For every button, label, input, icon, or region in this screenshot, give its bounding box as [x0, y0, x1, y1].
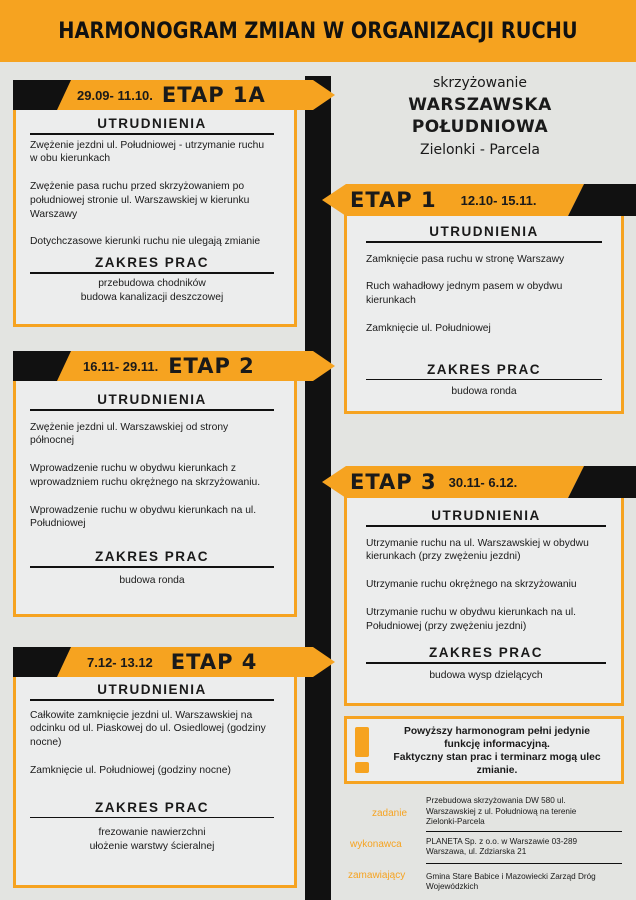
- orderer-label: zamawiający: [348, 870, 406, 881]
- stage-1-difficulty-1: Zamknięcie pasa ruchu w stronę Warszawy: [366, 253, 565, 265]
- location-heading: [380, 72, 580, 162]
- stage-1a-difficulty-2: Zwężenie pasa ruchu przed skrzyżowaniem po południowej stronie ul. Warszawskiej w kierunku Warszawy: [30, 181, 250, 220]
- stage-1a-label: ETAP 1A: [161, 83, 266, 107]
- stage-2-label: ETAP 2: [168, 354, 255, 378]
- divider: [30, 272, 274, 274]
- stage-1a-difficulty-3: Dotychczasowe kierunki ruchu nie ulegają zmianie: [30, 236, 261, 248]
- stage-1a-date: 29.09- 11.10.: [77, 87, 153, 103]
- stage-4-content: [30, 682, 274, 854]
- divider: [30, 409, 274, 411]
- stage-1-difficulty-2: Ruch wahadłowy jednym pasem w obydwu kierunkach: [366, 281, 563, 307]
- stage-3-difficulty-1: Utrzymanie ruchu na ul. Warszawskiej w obydwu kierunkach (przy zwężeniu jezdni): [366, 537, 589, 563]
- divider: [426, 831, 622, 832]
- stage-1a-difficulty-1: Zwężenie jezdni ul. Południowej - utrzymanie ruchu w obu kierunkach: [30, 139, 265, 165]
- stage-1-label: ETAP 1: [350, 188, 437, 212]
- stage-4-difficulties-title: UTRUDNIENIA: [97, 682, 207, 697]
- stage-1a-scope-2: budowa kanalizacji deszczowej: [80, 291, 224, 303]
- stage-4-date: 7.12- 13.12: [87, 654, 153, 670]
- stage-1-scope-title: ZAKRES PRAC: [426, 361, 541, 377]
- stage-1-difficulty-3: Zamknięcie ul. Południowej: [366, 322, 491, 334]
- contractor-value-1: PLANETA Sp. z o.o. w Warszawie 03-289: [426, 836, 578, 846]
- divider: [366, 241, 602, 243]
- notice-line3: Faktyczny stan prac i terminarz mogą ulec: [393, 752, 601, 763]
- stage-3-scope-title: ZAKRES PRAC: [428, 645, 543, 661]
- stage-4-scope-1: frezowanie nawierzchni: [98, 827, 206, 839]
- stage-1-ribbon: [322, 184, 636, 216]
- exclamation-icon: [355, 727, 369, 773]
- page-title: HARMONOGRAM ZMIAN W ORGANIZACJI RUCHU: [58, 18, 578, 44]
- stage-3-difficulty-3: Utrzymanie ruchu w obydwu kierunkach na ul. Południowej (przy zwężeniu jezdni): [366, 606, 577, 632]
- stage-2-content: [30, 392, 274, 588]
- contractor-label: wykonawca: [350, 839, 402, 850]
- stage-4-ribbon: [13, 647, 335, 677]
- stage-2-scope-1: budowa ronda: [119, 574, 185, 586]
- stage-2-difficulty-3: Wprowadzenie ruchu w obydwu kierunkach na ul. Południowej: [30, 504, 257, 530]
- notice-line4: zmianie.: [476, 765, 518, 776]
- stage-2-difficulties-title: UTRUDNIENIA: [97, 392, 207, 407]
- stage-2-difficulty-1: Zwężenie jezdni ul. Warszawskiej od strony północnej: [30, 421, 229, 447]
- location-line1: skrzyżowanie: [432, 75, 528, 91]
- divider: [30, 566, 274, 568]
- orderer-value-1: Gmina Stare Babice i Mazowiecki Zarząd Dróg: [426, 871, 596, 881]
- stage-2-difficulty-2: Wprowadzenie ruchu w obydwu kierunkach z wprowadzniem ruchu okrężnego na skrzyżowaniu.: [30, 463, 261, 488]
- stage-1a-scope-title: ZAKRES PRAC: [94, 255, 209, 271]
- orderer-value-2: Wojewódzkich: [426, 882, 479, 891]
- divider: [366, 525, 606, 527]
- notice-line1: Powyższy harmonogram pełni jedynie: [404, 726, 590, 737]
- stage-1-content: [366, 224, 602, 399]
- stage-4-scope-title: ZAKRES PRAC: [94, 799, 209, 815]
- divider: [426, 863, 622, 864]
- location-line4: Zielonki - Parcela: [420, 142, 540, 158]
- divider: [366, 379, 602, 381]
- stage-3-difficulty-2: Utrzymanie ruchu okrężnego na skrzyżowaniu: [366, 579, 577, 591]
- stage-4-label: ETAP 4: [170, 650, 258, 674]
- stage-2-ribbon: [13, 351, 335, 381]
- divider: [366, 662, 606, 664]
- stage-3-ribbon: [322, 466, 636, 498]
- stage-1a-scope-1: przebudowa chodników: [98, 277, 206, 289]
- task-value-3: Zielonki-Parcela: [426, 817, 485, 826]
- stage-1-date: 12.10- 15.11.: [460, 192, 537, 208]
- stage-3-content: [366, 508, 606, 683]
- stage-1-difficulties-title: UTRUDNIENIA: [429, 224, 539, 239]
- notice-box: [344, 716, 624, 784]
- location-line2: WARSZAWSKA: [408, 95, 552, 115]
- stage-2-scope-title: ZAKRES PRAC: [94, 549, 209, 565]
- stage-1a-difficulties-title: UTRUDNIENIA: [97, 116, 207, 131]
- info-section: [344, 796, 624, 896]
- task-value-2: Warszawskiej z ul. Południową na terenie: [426, 806, 577, 816]
- stage-3-date: 30.11- 6.12.: [448, 474, 518, 490]
- notice-line2: funkcję informacyjną.: [444, 739, 550, 750]
- stage-2-date: 16.11- 29.11.: [83, 358, 159, 374]
- stage-3-label: ETAP 3: [350, 470, 437, 494]
- header-banner: [0, 0, 636, 62]
- stage-1a-ribbon: [13, 80, 335, 110]
- location-line3: POŁUDNIOWA: [411, 117, 549, 137]
- divider: [30, 699, 274, 701]
- stage-3-difficulties-title: UTRUDNIENIA: [431, 508, 541, 523]
- stage-3-scope-1: budowa wysp dzielących: [429, 669, 543, 681]
- stage-1a-content: [30, 116, 274, 304]
- contractor-value-2: Warszawa, ul. Zdziarska 21: [426, 847, 527, 856]
- stage-1-scope-1: budowa ronda: [451, 386, 517, 398]
- stage-4-difficulty-2: Zamknięcie ul. Południowej (godziny nocne): [30, 764, 231, 776]
- task-label: zadanie: [372, 808, 408, 819]
- task-value-1: Przebudowa skrzyżowania DW 580 ul.: [426, 796, 566, 805]
- stage-4-scope-2: ułożenie warstwy ścieralnej: [89, 840, 215, 852]
- divider: [30, 817, 274, 819]
- stage-4-difficulty-1: Całkowite zamknięcie jezdni ul. Warszawskiej na odcinku od ul. Piaskowej do ul. Osiedlowej (godziny nocne): [30, 709, 266, 749]
- divider: [30, 133, 274, 135]
